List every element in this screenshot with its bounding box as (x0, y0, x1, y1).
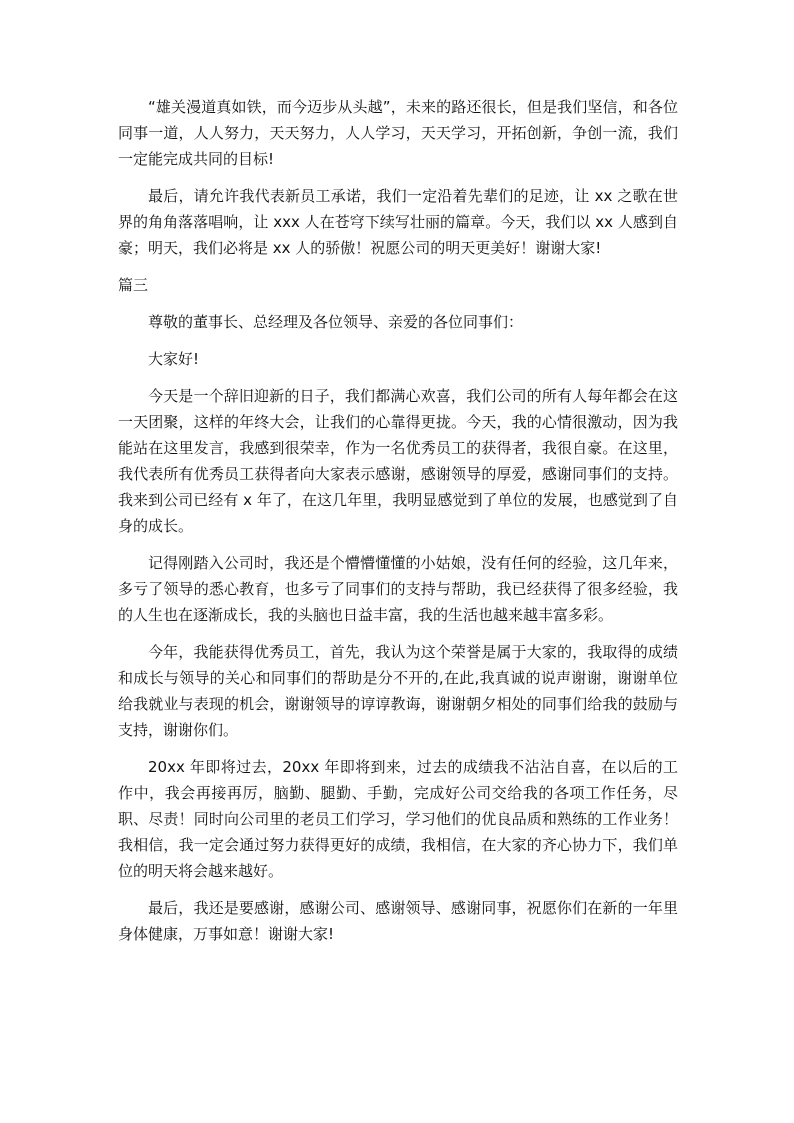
greeting: 大家好! (148, 350, 200, 368)
paragraph-growth: 记得刚踏入公司时，我还是个懵懵懂懂的小姑娘，没有任何的经验，这几年来，多亏了领导的悉心教育，也多亏了同事们的支持与帮助，我已经获得了很多经验，我的人生也在逐渐成长，我的头脑也日益丰富，我的生活也越来越丰富多彩。 (118, 554, 678, 624)
paragraph-thanks: 今年，我能获得优秀员工，首先，我认为这个荣誉是属于大家的，我取得的成绩和成长与领导的关心和同事们的帮助是分不开的,在此,我真诚的说声谢谢，谢谢单位给我就业与表现的机会，谢谢领导的谆谆教诲，谢谢朝夕相处的同事们给我的鼓励与支持，谢谢你们。 (118, 643, 678, 739)
paragraph-final-thanks: 最后，我还是要感谢，感谢公司、感谢领导、感谢同事，祝愿你们在新的一年里身体健康，万事如意！谢谢大家! (118, 899, 678, 943)
paragraph-closing-quote: “雄关漫道真如铁，而今迈步从头越”，未来的路还很长，但是我们坚信，和各位同事一道，人人努力，天天努力，人人学习，天天学习，开拓创新，争创一流，我们一定能完成共同的目标! (118, 98, 678, 168)
section-heading: 篇三 (118, 276, 149, 294)
document-page (118, 94, 678, 958)
salutation: 尊敬的董事长、总经理及各位领导、亲爱的各位同事们： (148, 313, 524, 331)
paragraph-future: 20xx 年即将过去，20xx 年即将到来，过去的成绩我不沾沾自喜，在以后的工作中，我会再接再厉，脑勤、腿勤、手勤，完成好公司交给我的各项工作任务，尽职、尽责！同时向公司里的老员工们学习，学习他们的优良品质和熟练的工作业务！我相信，我一定会通过努力获得更好的成绩，我相信，在大家的齐心协力下，我们单位的明天将会越来越好。 (118, 758, 678, 880)
paragraph-year-end-meeting: 今天是一个辞旧迎新的日子，我们都满心欢喜，我们公司的所有人每年都会在这一天团聚，这样的年终大会，让我们的心靠得更拢。今天，我的心情很激动，因为我能站在这里发言，我感到很荣幸，作为一名优秀员工的获得者，我很自豪。在这里，我代表所有优秀员工获得者向大家表示感谢，感谢领导的厚爱，感谢同事们的支持。我来到公司已经有 x 年了，在这几年里，我明显感觉到了单位的发展，也感觉到了自身的成长。 (118, 387, 678, 535)
paragraph-new-employee-pledge: 最后，请允许我代表新员工承诺，我们一定沿着先辈们的足迹，让 xx 之歌在世界的角角落落唱响，让 xxx 人在苍穹下续写壮丽的篇章。今天，我们以 xx 人感到自豪；明天，我们必将是 xx 人的骄傲！祝愿公司的明天更美好！谢谢大家! (118, 187, 678, 257)
